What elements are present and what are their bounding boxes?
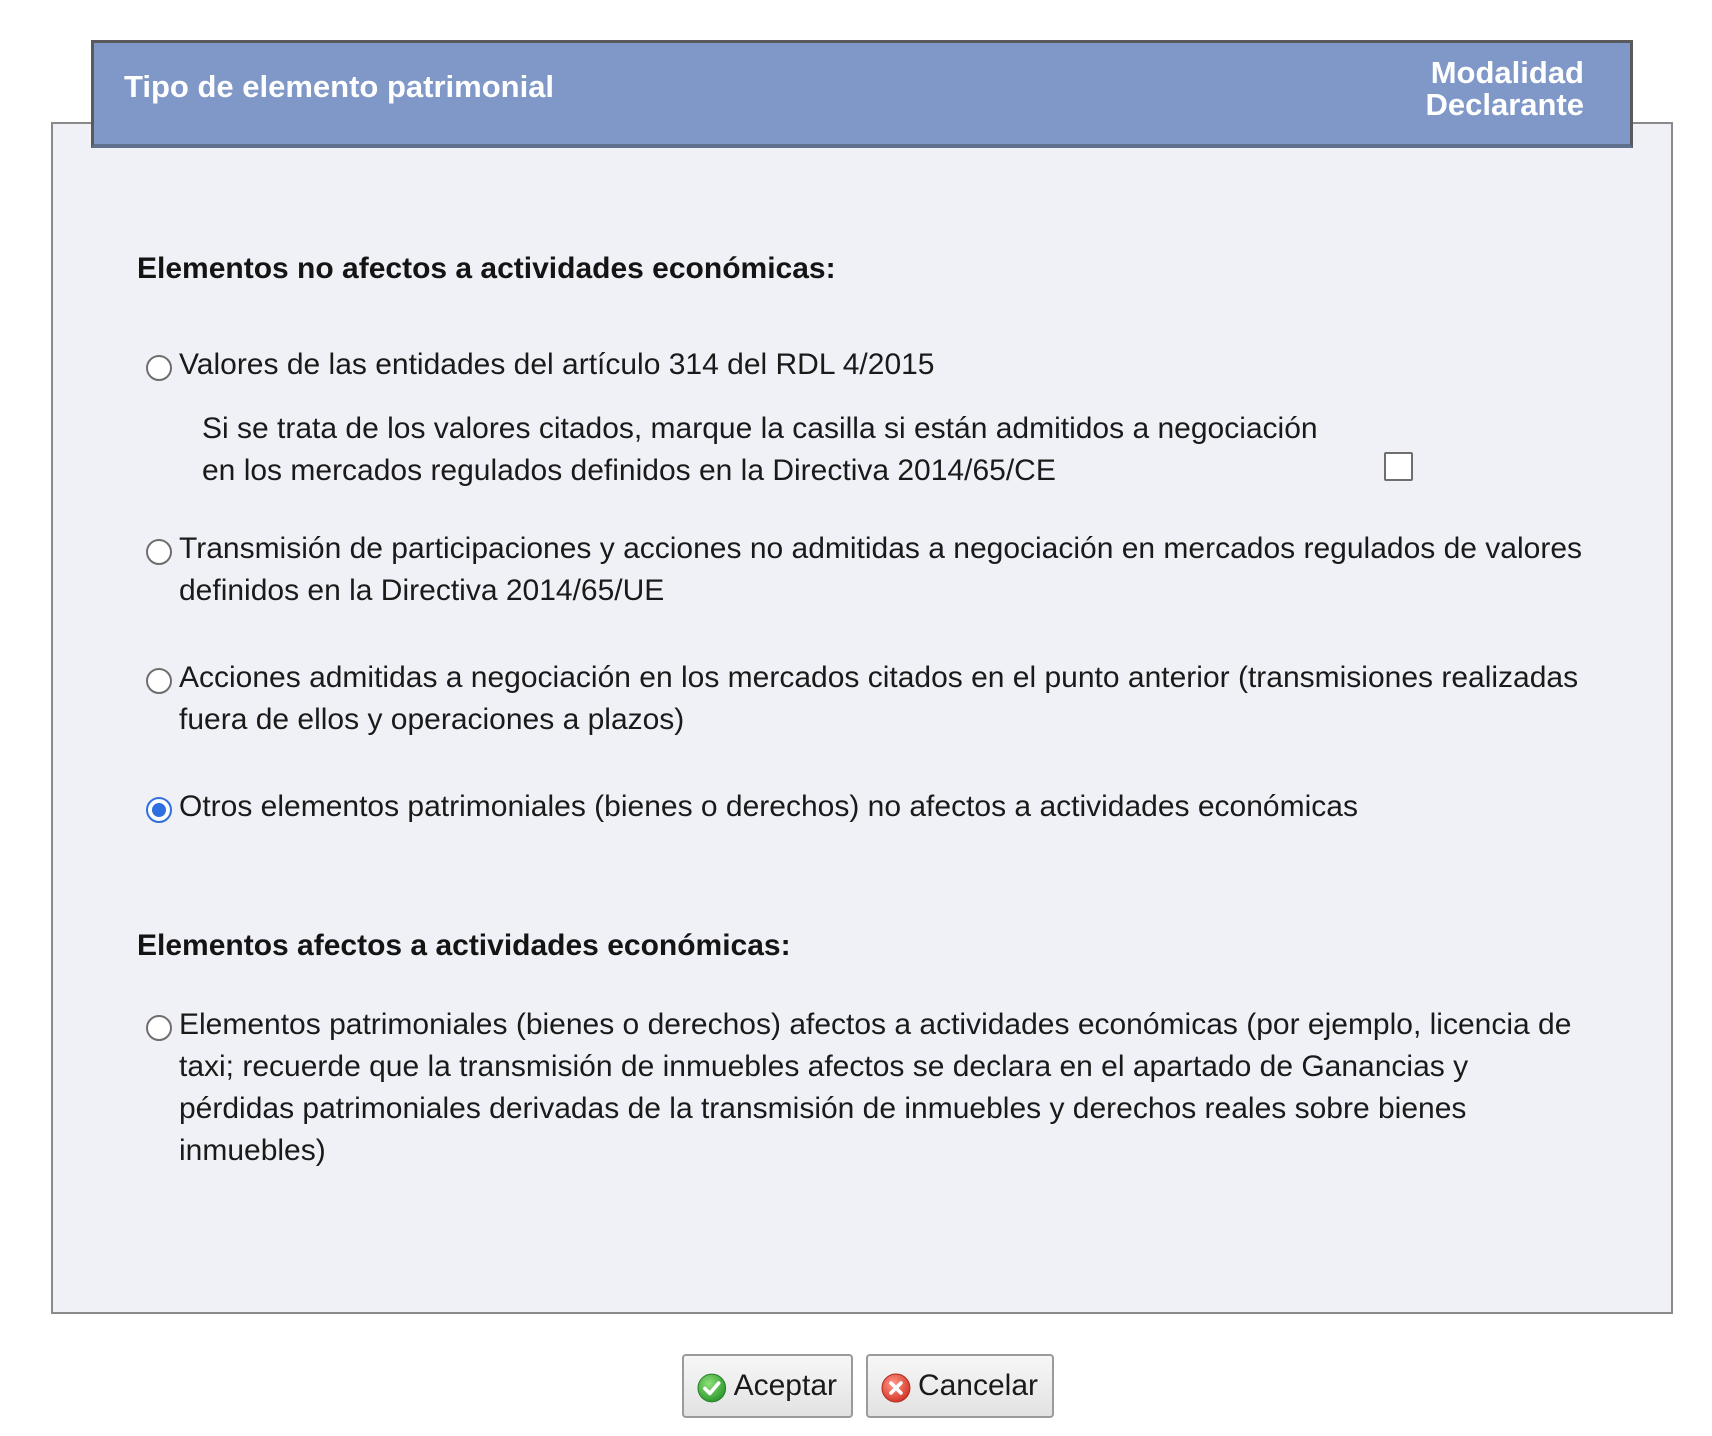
option-valores-entidades[interactable] bbox=[146, 344, 1586, 386]
section-heading-afectos: Elementos afectos a actividades económicas: bbox=[137, 929, 791, 962]
header-mode-line1: Modalidad bbox=[1430, 55, 1584, 90]
dialog-title: Tipo de elemento patrimonial bbox=[124, 69, 555, 104]
option-participaciones-no-admitidas[interactable] bbox=[146, 528, 1586, 612]
accept-button-label: Aceptar bbox=[733, 1369, 837, 1402]
x-circle-icon bbox=[880, 1372, 912, 1404]
dialog-header bbox=[91, 40, 1633, 148]
option-label: Transmisión de participaciones y acciones no admitidas a negociación en mercados regulados de valores definidos en la Directiva 2014/65/UE bbox=[179, 532, 1582, 607]
check-circle-icon bbox=[696, 1372, 728, 1404]
header-mode bbox=[1425, 57, 1584, 121]
valores-note-line2: en los mercados regulados definidos en la Directiva 2014/65/CE bbox=[202, 454, 1056, 487]
cancel-button[interactable] bbox=[866, 1354, 1054, 1418]
radio-valores-entidades[interactable] bbox=[146, 355, 172, 381]
option-label: Elementos patrimoniales (bienes o derechos) afectos a actividades económicas (por ejemplo, licencia de taxi; recuerde que la transmisión de inmuebles afectos se declara en el apartado de Ganancias y pérdidas patrimoniales derivadas de la transmisión de inmuebles y derechos reales sobre bienes inmuebles) bbox=[179, 1008, 1572, 1167]
radio-otros-elementos[interactable] bbox=[146, 797, 172, 823]
mercados-regulados-checkbox[interactable] bbox=[1384, 452, 1413, 481]
option-label: Valores de las entidades del artículo 314 del RDL 4/2015 bbox=[179, 348, 935, 381]
valores-note bbox=[202, 408, 1352, 492]
option-label: Acciones admitidas a negociación en los mercados citados en el punto anterior (transmisiones realizadas fuera de ellos y operaciones a plazos) bbox=[179, 661, 1579, 736]
header-mode-line2: Declarante bbox=[1425, 87, 1584, 122]
option-label: Otros elementos patrimoniales (bienes o derechos) no afectos a actividades económicas bbox=[179, 790, 1358, 823]
valores-note-line1: Si se trata de los valores citados, marque la casilla si están admitidos a negociación bbox=[202, 412, 1318, 445]
cancel-button-label: Cancelar bbox=[917, 1369, 1038, 1402]
radio-elementos-afectos[interactable] bbox=[146, 1015, 172, 1041]
radio-acciones-admitidas[interactable] bbox=[146, 668, 172, 694]
accept-button[interactable] bbox=[682, 1354, 853, 1418]
option-elementos-afectos[interactable] bbox=[146, 1004, 1586, 1172]
radio-participaciones-no-admitidas[interactable] bbox=[146, 539, 172, 565]
option-otros-elementos[interactable] bbox=[146, 786, 1586, 828]
section-heading-no-afectos: Elementos no afectos a actividades económicas: bbox=[137, 252, 836, 285]
option-acciones-admitidas[interactable] bbox=[146, 657, 1586, 741]
